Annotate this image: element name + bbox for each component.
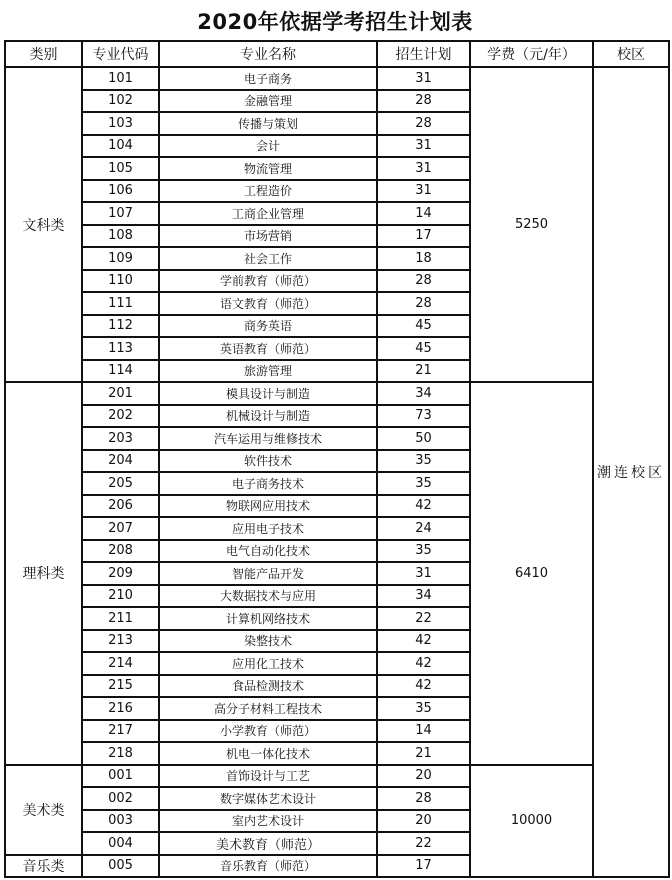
major-name-cell: 应用电子技术 <box>159 517 377 540</box>
major-name-cell: 首饰设计与工艺 <box>159 765 377 788</box>
major-name-cell: 电子商务 <box>159 67 377 90</box>
code-cell: 107 <box>82 202 159 225</box>
major-name-cell: 会计 <box>159 135 377 158</box>
quota-cell: 73 <box>377 405 470 428</box>
major-name-cell: 学前教育（师范） <box>159 270 377 293</box>
quota-cell: 31 <box>377 135 470 158</box>
category-cell: 文科类 <box>5 67 82 382</box>
table-row <box>5 765 669 788</box>
quota-cell: 28 <box>377 90 470 113</box>
quota-cell: 20 <box>377 810 470 833</box>
quota-cell: 42 <box>377 675 470 698</box>
quota-cell: 31 <box>377 157 470 180</box>
header-code: 专业代码 <box>82 41 159 67</box>
table-row <box>5 382 669 405</box>
major-name-cell: 小学教育（师范） <box>159 720 377 743</box>
quota-cell: 28 <box>377 292 470 315</box>
code-cell: 109 <box>82 247 159 270</box>
code-cell: 201 <box>82 382 159 405</box>
quota-cell: 35 <box>377 697 470 720</box>
code-cell: 003 <box>82 810 159 833</box>
code-cell: 203 <box>82 427 159 450</box>
code-cell: 206 <box>82 495 159 518</box>
quota-cell: 45 <box>377 337 470 360</box>
major-name-cell: 商务英语 <box>159 315 377 338</box>
quota-cell: 24 <box>377 517 470 540</box>
code-cell: 210 <box>82 585 159 608</box>
code-cell: 205 <box>82 472 159 495</box>
major-name-cell: 计算机网络技术 <box>159 607 377 630</box>
quota-cell: 42 <box>377 495 470 518</box>
quota-cell: 34 <box>377 382 470 405</box>
code-cell: 214 <box>82 652 159 675</box>
code-cell: 114 <box>82 360 159 383</box>
fee-cell: 10000 <box>470 765 593 878</box>
quota-cell: 20 <box>377 765 470 788</box>
major-name-cell: 高分子材料工程技术 <box>159 697 377 720</box>
major-name-cell: 传播与策划 <box>159 112 377 135</box>
quota-cell: 17 <box>377 855 470 878</box>
quota-cell: 42 <box>377 652 470 675</box>
code-cell: 104 <box>82 135 159 158</box>
quota-cell: 35 <box>377 450 470 473</box>
major-name-cell: 模具设计与制造 <box>159 382 377 405</box>
code-cell: 113 <box>82 337 159 360</box>
page-title: 2020年依据学考招生计划表 <box>197 10 473 34</box>
quota-cell: 31 <box>377 562 470 585</box>
category-cell: 美术类 <box>5 765 82 855</box>
major-name-cell: 应用化工技术 <box>159 652 377 675</box>
category-cell: 理科类 <box>5 382 82 765</box>
code-cell: 208 <box>82 540 159 563</box>
quota-cell: 28 <box>377 787 470 810</box>
code-cell: 217 <box>82 720 159 743</box>
quota-cell: 28 <box>377 112 470 135</box>
code-cell: 005 <box>82 855 159 878</box>
quota-cell: 21 <box>377 742 470 765</box>
major-name-cell: 语文教育（师范） <box>159 292 377 315</box>
quota-cell: 42 <box>377 630 470 653</box>
code-cell: 202 <box>82 405 159 428</box>
fee-cell: 5250 <box>470 67 593 382</box>
header-row <box>5 41 669 67</box>
quota-cell: 34 <box>377 585 470 608</box>
major-name-cell: 物联网应用技术 <box>159 495 377 518</box>
quota-cell: 18 <box>377 247 470 270</box>
code-cell: 213 <box>82 630 159 653</box>
quota-cell: 45 <box>377 315 470 338</box>
quota-cell: 14 <box>377 202 470 225</box>
major-name-cell: 软件技术 <box>159 450 377 473</box>
major-name-cell: 数字媒体艺术设计 <box>159 787 377 810</box>
header-quota: 招生计划 <box>377 41 470 67</box>
quota-cell: 21 <box>377 360 470 383</box>
major-name-cell: 物流管理 <box>159 157 377 180</box>
code-cell: 111 <box>82 292 159 315</box>
code-cell: 216 <box>82 697 159 720</box>
fee-cell: 6410 <box>470 382 593 765</box>
campus-cell: 潮连校区 <box>593 67 669 877</box>
quota-cell: 28 <box>377 270 470 293</box>
enrollment-table <box>4 40 670 878</box>
major-name-cell: 机电一体化技术 <box>159 742 377 765</box>
quota-cell: 31 <box>377 180 470 203</box>
code-cell: 112 <box>82 315 159 338</box>
major-name-cell: 智能产品开发 <box>159 562 377 585</box>
major-name-cell: 旅游管理 <box>159 360 377 383</box>
quota-cell: 17 <box>377 225 470 248</box>
code-cell: 103 <box>82 112 159 135</box>
code-cell: 001 <box>82 765 159 788</box>
major-name-cell: 美术教育（师范） <box>159 832 377 855</box>
major-name-cell: 大数据技术与应用 <box>159 585 377 608</box>
major-name-cell: 英语教育（师范） <box>159 337 377 360</box>
major-name-cell: 音乐教育（师范） <box>159 855 377 878</box>
code-cell: 108 <box>82 225 159 248</box>
major-name-cell: 室内艺术设计 <box>159 810 377 833</box>
code-cell: 105 <box>82 157 159 180</box>
table-row <box>5 67 669 90</box>
major-name-cell: 金融管理 <box>159 90 377 113</box>
major-name-cell: 市场营销 <box>159 225 377 248</box>
code-cell: 004 <box>82 832 159 855</box>
code-cell: 218 <box>82 742 159 765</box>
quota-cell: 22 <box>377 607 470 630</box>
code-cell: 110 <box>82 270 159 293</box>
major-name-cell: 社会工作 <box>159 247 377 270</box>
code-cell: 209 <box>82 562 159 585</box>
quota-cell: 31 <box>377 67 470 90</box>
code-cell: 106 <box>82 180 159 203</box>
header-category: 类别 <box>5 41 82 67</box>
quota-cell: 35 <box>377 472 470 495</box>
major-name-cell: 电子商务技术 <box>159 472 377 495</box>
major-name-cell: 电气自动化技术 <box>159 540 377 563</box>
code-cell: 102 <box>82 90 159 113</box>
major-name-cell: 工商企业管理 <box>159 202 377 225</box>
major-name-cell: 汽车运用与维修技术 <box>159 427 377 450</box>
code-cell: 211 <box>82 607 159 630</box>
major-name-cell: 工程造价 <box>159 180 377 203</box>
code-cell: 101 <box>82 67 159 90</box>
code-cell: 002 <box>82 787 159 810</box>
major-name-cell: 染整技术 <box>159 630 377 653</box>
quota-cell: 50 <box>377 427 470 450</box>
table-body <box>5 67 669 877</box>
code-cell: 207 <box>82 517 159 540</box>
quota-cell: 14 <box>377 720 470 743</box>
header-fee: 学费（元/年） <box>470 41 593 67</box>
category-cell: 音乐类 <box>5 855 82 878</box>
header-campus: 校区 <box>593 41 669 67</box>
major-name-cell: 机械设计与制造 <box>159 405 377 428</box>
quota-cell: 35 <box>377 540 470 563</box>
quota-cell: 22 <box>377 832 470 855</box>
header-name: 专业名称 <box>159 41 377 67</box>
code-cell: 204 <box>82 450 159 473</box>
major-name-cell: 食品检测技术 <box>159 675 377 698</box>
code-cell: 215 <box>82 675 159 698</box>
